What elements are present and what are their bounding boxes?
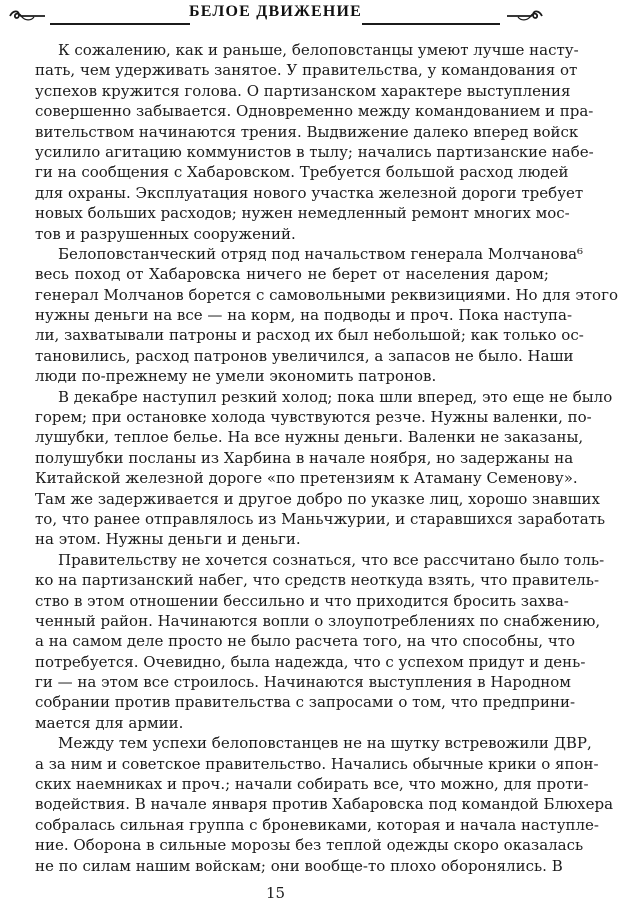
text-line: Между тем успехи белоповстанцев не на шутку встревожили ДВР, (58, 734, 592, 753)
text-line: собрании против правительства с запросами о том, что предприни- (35, 693, 576, 712)
text-line: Правительству не хочется сознаться, что все рассчитано было толь- (58, 550, 605, 569)
text-line: потребуется. Очевидно, была надежда, что с успехом придут и день- (35, 652, 586, 671)
text-line: нужны деньги на все — на корм, на подводы и проч. Пока наступа- (35, 306, 573, 325)
text-line: а за ним и советское правительство. Начались обычные крики о япон- (35, 754, 599, 773)
text-line: совершенно забывается. Одновременно между командованием и пра- (35, 102, 594, 121)
text-line: лушубки, теплое белье. На все нужны деньги. Валенки не заказаны, (35, 428, 584, 447)
text-line: Китайской железной дороге «по претензиям к Атаману Семенову». (35, 469, 578, 488)
text-line: ство в этом отношении бессильно и что приходится бросить захва- (35, 591, 569, 610)
text-line: не по силам нашим войскам; они вообще-то плохо оборонялись. В (35, 856, 563, 875)
text-line: Там же задерживается и другое добро по указке лиц, хорошо знавших (35, 489, 601, 508)
text-line: тановились, расход патронов увеличился, а запасов не было. Наши (35, 346, 574, 365)
text-line: ли, захватывали патроны и расход их был небольшой; как только ос- (35, 326, 584, 345)
text-line: ских наемниках и проч.; начали собирать все, что можно, для проти- (35, 775, 589, 794)
text-line: В декабре наступил резкий холод; пока шли вперед, это еще не было (58, 387, 613, 406)
text-line: водействия. В начале января против Хабаровска под командой Блюхера (35, 795, 614, 814)
page-title: БЕЛОЕ ДВИЖЕНИЕ (188, 3, 363, 20)
text-line: тов и разрушенных сооружений. (35, 224, 296, 243)
text-line: а на самом деле просто не было расчета того, на что способны, что (35, 632, 576, 651)
text-line: ченный район. Начинаются вопли о злоупотреблениях по снабжению, (35, 611, 601, 630)
text-line: вительством начинаются трения. Выдвижение далеко вперед войск (35, 122, 579, 141)
text-line: для охраны. Эксплуатация нового участка железной дороги требует (35, 183, 584, 202)
text-line: усилило агитацию коммунистов в тылу; начались партизанские набе- (35, 142, 594, 161)
text-line: на этом. Нужны деньги и деньги. (35, 530, 301, 549)
text-line: ко на партизанский набег, что средств неоткуда взять, что правитель- (35, 571, 600, 590)
text-line: весь поход от Хабаровска ничего не берет от населения даром; (35, 265, 549, 284)
text-line: успехов кружится голова. О партизанском характере выступления (35, 81, 571, 100)
text-line: Белоповстанческий отряд под начальством генерала Молчанова⁶ (58, 244, 584, 263)
text-line: К сожалению, как и раньше, белоповстанцы умеют лучше насту- (58, 41, 579, 59)
text-line: новых больших расходов; нужен немедленный ремонт многих мос- (35, 204, 570, 223)
text-line: пать, чем удерживать занятое. У правительства, у командования от (35, 61, 578, 80)
text-line: собралась сильная группа с броневиками, которая и начала наступле- (35, 815, 599, 834)
text-line: ги — на этом все строилось. Начинаются выступления в Народном (35, 673, 571, 692)
page-number: 15 (265, 884, 286, 902)
text-line: ние. Оборона в сильные морозы без теплой одежды скоро оказалась (35, 836, 584, 855)
text-line: мается для армии. (35, 713, 184, 732)
text-line: то, что ранее отправлялось из Маньчжурии, и старавшихся заработать (35, 509, 606, 528)
text-line: генерал Молчанов борется с самовольными реквизициями. Но для этого (35, 285, 618, 304)
text-line: ги на сообщения с Хабаровском. Требуется большой расход людей (35, 163, 569, 182)
text-line: люди по-прежнему не умели экономить патронов. (35, 367, 437, 386)
text-line: полушубки посланы из Харбина в начале ноября, но задержаны на (35, 448, 574, 467)
text-line: горем; при остановке холода чувствуются резче. Нужны валенки, по- (35, 408, 592, 427)
